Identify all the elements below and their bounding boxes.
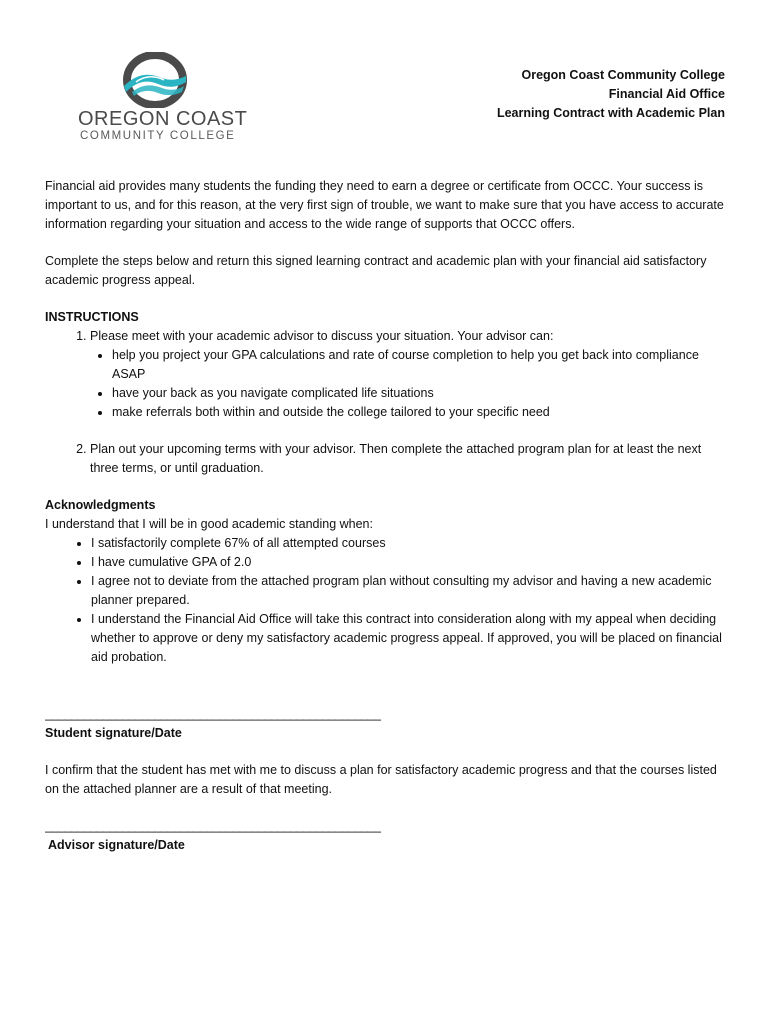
acknowledgments-intro: I understand that I will be in good academic standing when: — [45, 517, 373, 531]
acknowledgments-list — [45, 534, 730, 667]
list-item: • I have cumulative GPA of 2.0 — [91, 553, 730, 572]
list-item: • I satisfactorily complete 67% of all attempted courses — [91, 534, 730, 553]
instructions-heading: INSTRUCTIONS — [45, 310, 139, 324]
list-item: • help you project your GPA calculations and rate of course completion to help you get back into compliance ASAP — [112, 346, 730, 384]
logo-wordmark-primary: OREGON COAST — [78, 108, 248, 130]
college-name: Oregon Coast Community College — [521, 68, 725, 82]
advisor-signature-line[interactable]: ____________________________________________________ — [45, 819, 381, 833]
advisor-signature-label: Advisor signature/Date — [45, 838, 185, 852]
step-1-text: Please meet with your academic advisor to discuss your situation. Your advisor can: — [90, 329, 554, 343]
oregon-coast-wave-logo-icon — [122, 52, 188, 108]
logo-wordmark-secondary: COMMUNITY COLLEGE — [80, 130, 236, 142]
document-body — [45, 177, 730, 855]
step-2-text: Plan out your upcoming terms with your advisor. Then complete the attached program plan for at least the next three terms, or until graduation. — [90, 442, 702, 475]
step-item-2 — [90, 440, 730, 478]
instructions-list — [45, 327, 730, 478]
document-header — [497, 66, 725, 123]
step-item-1 — [90, 327, 730, 440]
student-signature-line[interactable]: ____________________________________________________ — [45, 707, 381, 721]
list-item: • make referrals both within and outside the college tailored to your specific need — [112, 403, 730, 422]
college-logo — [78, 52, 248, 148]
advisor-help-list — [90, 346, 730, 422]
student-signature-label: Student signature/Date — [45, 726, 182, 740]
office-name: Financial Aid Office — [608, 87, 725, 101]
advisor-confirmation-statement: I confirm that the student has met with me to discuss a plan for satisfactory academic progress and that the courses listed on the attached planner are a result of that meeting. — [45, 763, 717, 796]
acknowledgments-heading: Acknowledgments — [45, 498, 156, 512]
list-item: • I agree not to deviate from the attached program plan without consulting my advisor and having a new academic planner prepared. — [91, 572, 730, 610]
document-title: Learning Contract with Academic Plan — [496, 106, 725, 120]
intro-paragraph: Financial aid provides many students the funding they need to earn a degree or certificate from OCCC. Your success is important to us, and for this reason, at the very first sign of trouble, we want to make sure that you have access to accurate information regarding your situation and access to the wide range of supports that OCCC offers. — [45, 179, 724, 231]
list-item: • I understand the Financial Aid Office will take this contract into consideration along with my appeal when deciding whether to approve or deny my satisfactory academic progress appeal. If approved, you will be placed on financial aid probation. — [91, 610, 730, 667]
instructions-paragraph: Complete the steps below and return this signed learning contract and academic plan with your financial aid satisfactory academic progress appeal. — [45, 254, 707, 287]
list-item: • have your back as you navigate complicated life situations — [112, 384, 730, 403]
